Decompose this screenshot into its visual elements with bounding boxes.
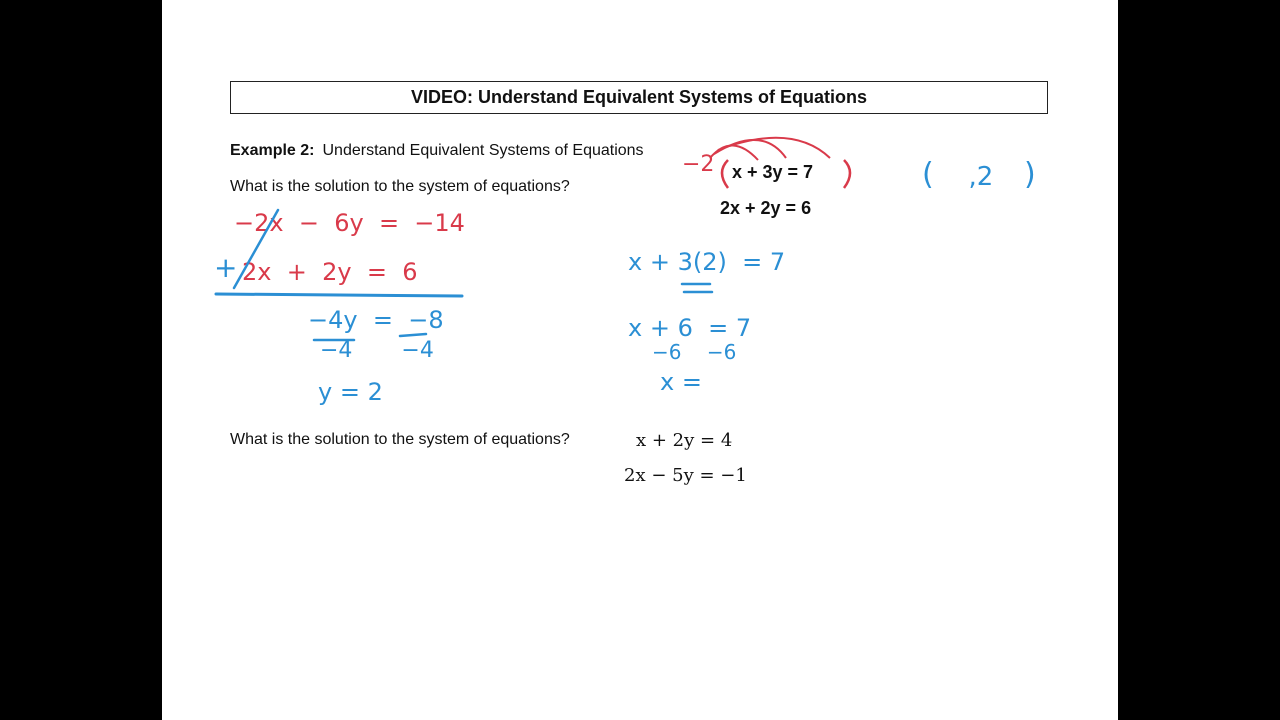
underline-2	[682, 284, 712, 292]
sum-line	[216, 294, 462, 296]
distribute-arc-3	[718, 138, 830, 158]
page-title: VIDEO: Understand Equivalent Systems of Equations	[230, 81, 1048, 114]
bracket-left	[722, 160, 728, 188]
distribute-arc-2	[714, 140, 786, 158]
solution-pair-close: )	[1024, 157, 1036, 192]
ink-strokes	[162, 0, 1118, 720]
multiplier-annotation: −2	[682, 152, 715, 177]
second-equation-handwritten: 2x + 2y = 6	[242, 258, 418, 286]
sum-equation: −4y = −8	[308, 306, 444, 334]
system2-eq2: 2x − 5y = −1	[624, 465, 747, 486]
system2-eq1: x + 2y = 4	[636, 430, 733, 451]
substitution-step-1: x + 3(2) = 7	[628, 248, 786, 276]
solution-pair-values: ,2	[952, 162, 994, 192]
bracket-right	[844, 160, 850, 188]
cross-out-stroke	[234, 210, 278, 288]
question-2: What is the solution to the system of equations?	[230, 431, 570, 448]
plus-sign: +	[214, 251, 238, 284]
substitution-step-4: x =	[660, 368, 702, 396]
substitution-step-2: x + 6 = 7	[628, 314, 752, 342]
system1-eq2: 2x + 2y = 6	[720, 198, 812, 218]
solution-pair-open: (	[922, 157, 934, 192]
system1-eq1: x + 3y = 7	[732, 162, 814, 182]
example-label: Example 2:	[230, 142, 315, 159]
y-result: y = 2	[318, 378, 383, 406]
example-text: Understand Equivalent Systems of Equations	[322, 142, 644, 159]
divide-bar-right	[400, 334, 426, 336]
divisors: −4 −4	[320, 338, 434, 363]
scaled-equation: −2x − 6y = −14	[234, 209, 465, 237]
question-1: What is the solution to the system of equations?	[230, 178, 570, 195]
worksheet-page	[162, 0, 1118, 720]
substitution-step-3: −6 −6	[652, 340, 737, 364]
